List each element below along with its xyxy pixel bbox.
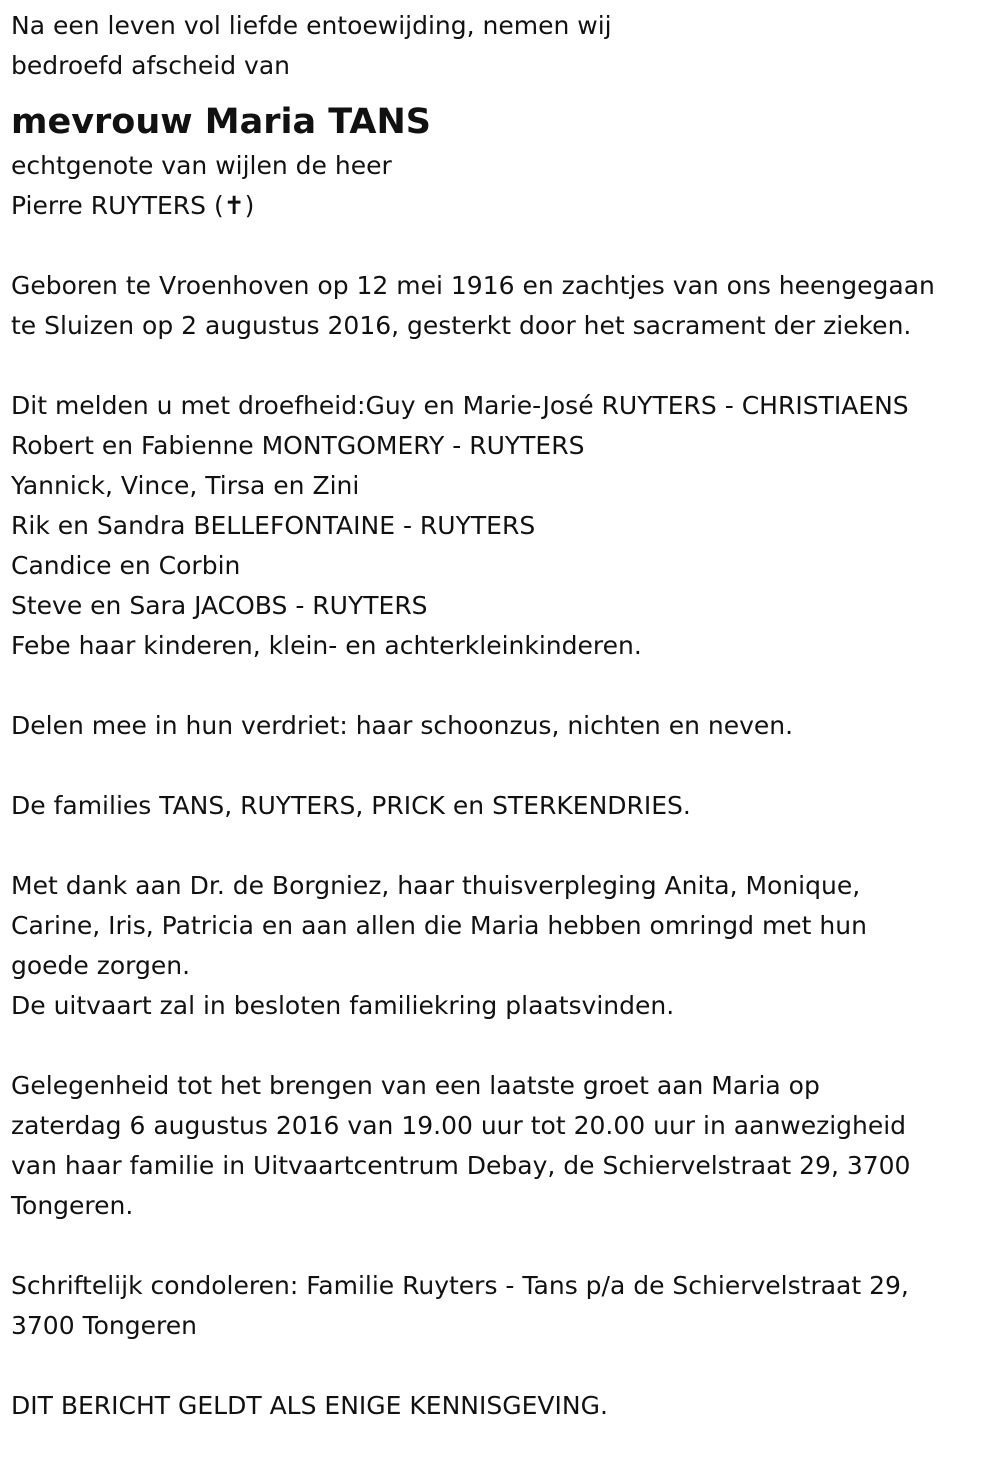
family-line: Robert en Fabienne MONTGOMERY - RUYTERS: [11, 431, 585, 460]
condolences-line: Schriftelijk condoleren: Familie Ruyters - Tans p/a de Schiervelstraat 29,: [11, 1271, 909, 1300]
deceased-name: mevrouw Maria TANS: [11, 102, 432, 142]
family-line: Yannick, Vince, Tirsa en Zini: [11, 471, 360, 500]
spouse-line: echtgenote van wijlen de heer: [11, 151, 392, 180]
visitation-line: Gelegenheid tot het brengen van een laatste groet aan Maria op: [11, 1071, 820, 1100]
thanks-paragraph: [11, 866, 991, 1026]
spacer: [11, 1226, 991, 1266]
spacer: [11, 666, 991, 706]
visitation-line: van haar familie in Uitvaartcentrum Debay, de Schiervelstraat 29, 3700: [11, 1151, 911, 1180]
visitation-paragraph: [11, 1066, 991, 1226]
spouse-line: Pierre RUYTERS (✝): [11, 191, 255, 220]
family-line: Candice en Corbin: [11, 551, 241, 580]
intro-paragraph: [11, 6, 991, 86]
family-line: Dit melden u met droefheid:Guy en Marie-José RUYTERS - CHRISTIAENS: [11, 391, 909, 420]
spacer: [11, 1346, 991, 1386]
share-grief-line: Delen mee in hun verdriet: haar schoonzus, nichten en neven.: [11, 711, 794, 740]
spacer: [11, 1026, 991, 1066]
birth-death-line: Geboren te Vroenhoven op 12 mei 1916 en zachtjes van ons heengegaan: [11, 271, 935, 300]
thanks-line: De uitvaart zal in besloten familiekring plaatsvinden.: [11, 991, 675, 1020]
notice-line: DIT BERICHT GELDT ALS ENIGE KENNISGEVING.: [11, 1391, 608, 1420]
thanks-line: Carine, Iris, Patricia en aan allen die Maria hebben omringd met hun: [11, 911, 867, 940]
families-line: De families TANS, RUYTERS, PRICK en STERKENDRIES.: [11, 791, 691, 820]
birth-death-paragraph: [11, 266, 991, 346]
thanks-line: Met dank aan Dr. de Borgniez, haar thuisverpleging Anita, Monique,: [11, 871, 861, 900]
spacer: [11, 346, 991, 386]
intro-line: bedroefd afscheid van: [11, 51, 290, 80]
condolences-line: 3700 Tongeren: [11, 1311, 197, 1340]
visitation-line: zaterdag 6 augustus 2016 van 19.00 uur tot 20.00 uur in aanwezigheid: [11, 1111, 907, 1140]
birth-death-line: te Sluizen op 2 augustus 2016, gesterkt door het sacrament der zieken.: [11, 311, 912, 340]
family-paragraph: [11, 386, 991, 666]
spacer: [11, 746, 991, 786]
intro-line: Na een leven vol liefde entoewijding, nemen wij: [11, 11, 612, 40]
thanks-line: goede zorgen.: [11, 951, 191, 980]
spouse-paragraph: [11, 146, 991, 226]
family-line: Febe haar kinderen, klein- en achterkleinkinderen.: [11, 631, 642, 660]
obituary-document: [11, 6, 991, 1426]
spacer: [11, 226, 991, 266]
family-line: Rik en Sandra BELLEFONTAINE - RUYTERS: [11, 511, 536, 540]
family-line: Steve en Sara JACOBS - RUYTERS: [11, 591, 428, 620]
spacer: [11, 826, 991, 866]
condolences-paragraph: [11, 1266, 991, 1346]
visitation-line: Tongeren.: [11, 1191, 134, 1220]
